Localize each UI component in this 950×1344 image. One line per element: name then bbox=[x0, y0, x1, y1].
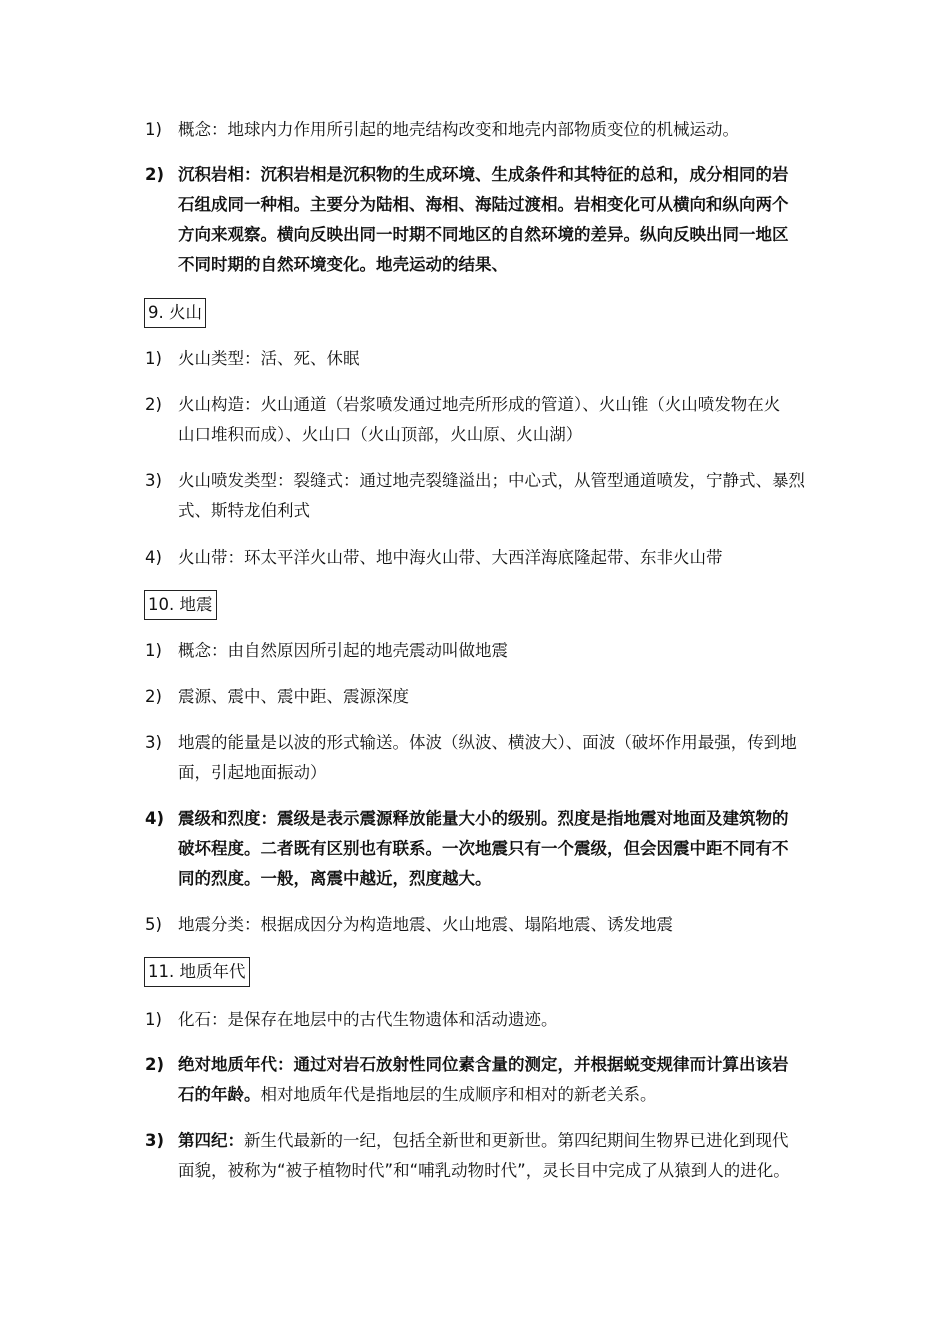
item-number: 3) bbox=[145, 1131, 165, 1150]
list-item bbox=[145, 910, 825, 940]
item-text: 概念：由自然原因所引起的地壳震动叫做地震 bbox=[178, 641, 508, 660]
list-item bbox=[145, 1050, 800, 1110]
item-text: 地震的能量是以波的形式输送。体波（纵波、横波大）、面波（破坏作用最强，传到地面，引起地面振动） bbox=[178, 733, 797, 782]
item-text: 化石：是保存在地层中的古代生物遗体和活动遗迹。 bbox=[178, 1010, 558, 1029]
list-item bbox=[145, 115, 825, 145]
section-heading: 11. 地质年代 bbox=[144, 957, 250, 987]
list-item bbox=[145, 390, 795, 450]
list-item bbox=[145, 160, 795, 280]
list-item bbox=[145, 543, 825, 573]
item-text: 火山带：环太平洋火山带、地中海火山带、大西洋海底隆起带、东非火山带 bbox=[178, 548, 723, 567]
item-number: 4) bbox=[145, 548, 162, 567]
item-text: 概念：地球内力作用所引起的地壳结构改变和地壳内部物质变位的机械运动。 bbox=[178, 120, 739, 139]
item-bold-text: 绝对地质年代：通过对岩石放射性同位素含量的测定，并根据蜕变规律而计算出该岩石的年龄。 bbox=[178, 1055, 789, 1104]
list-item bbox=[145, 1126, 800, 1186]
item-text: 火山构造：火山通道（岩浆喷发通过地壳所形成的管道）、火山锥（火山喷发物在火山口堆积而成）、火山口（火山顶部，火山原、火山湖） bbox=[178, 395, 781, 444]
item-number: 1) bbox=[145, 1010, 162, 1029]
list-item bbox=[145, 344, 825, 374]
item-number: 2) bbox=[145, 165, 165, 184]
item-bold-text: 第四纪： bbox=[178, 1131, 244, 1150]
list-item bbox=[145, 1005, 825, 1035]
item-text: 相对地质年代是指地层的生成顺序和相对的新老关系。 bbox=[260, 1085, 657, 1104]
item-number: 4) bbox=[145, 809, 165, 828]
item-text: 新生代最新的一纪，包括全新世和更新世。第四纪期间生物界已进化到现代面貌，被称为“被子植物时代”和“哺乳动物时代”，灵长目中完成了从猿到人的进化。 bbox=[178, 1131, 790, 1180]
item-number: 2) bbox=[145, 1055, 165, 1074]
list-item bbox=[145, 728, 800, 788]
section-heading: 10. 地震 bbox=[144, 590, 217, 620]
section-heading: 9. 火山 bbox=[144, 298, 206, 328]
item-number: 1) bbox=[145, 120, 162, 139]
item-number: 2) bbox=[145, 687, 162, 706]
item-number: 3) bbox=[145, 471, 162, 490]
item-number: 5) bbox=[145, 915, 162, 934]
item-text: 火山喷发类型：裂缝式：通过地壳裂缝溢出；中心式，从管型通道喷发，宁静式、暴烈式、斯特龙伯利式 bbox=[178, 471, 805, 520]
item-number: 1) bbox=[145, 349, 162, 368]
list-item bbox=[145, 636, 825, 666]
item-number: 3) bbox=[145, 733, 162, 752]
list-item bbox=[145, 804, 800, 894]
item-number: 2) bbox=[145, 395, 162, 414]
item-text: 地震分类：根据成因分为构造地震、火山地震、塌陷地震、诱发地震 bbox=[178, 915, 673, 934]
item-text: 沉积岩相：沉积岩相是沉积物的生成环境、生成条件和其特征的总和，成分相同的岩石组成同一种相。主要分为陆相、海相、海陆过渡相。岩相变化可从横向和纵向两个方向来观察。横向反映出同一时期不同地区的自然环境的差异。纵向反映出同一地区不同时期的自然环境变化。地壳运动的结果、 bbox=[178, 165, 789, 274]
item-text: 震源、震中、震中距、震源深度 bbox=[178, 687, 409, 706]
item-text: 震级和烈度：震级是表示震源释放能量大小的级别。烈度是指地震对地面及建筑物的破坏程度。二者既有区别也有联系。一次地震只有一个震级，但会因震中距不同有不同的烈度。一般，离震中越近，烈度越大。 bbox=[178, 809, 789, 888]
item-number: 1) bbox=[145, 641, 162, 660]
list-item bbox=[145, 466, 825, 526]
list-item bbox=[145, 682, 825, 712]
item-text: 火山类型：活、死、休眠 bbox=[178, 349, 360, 368]
